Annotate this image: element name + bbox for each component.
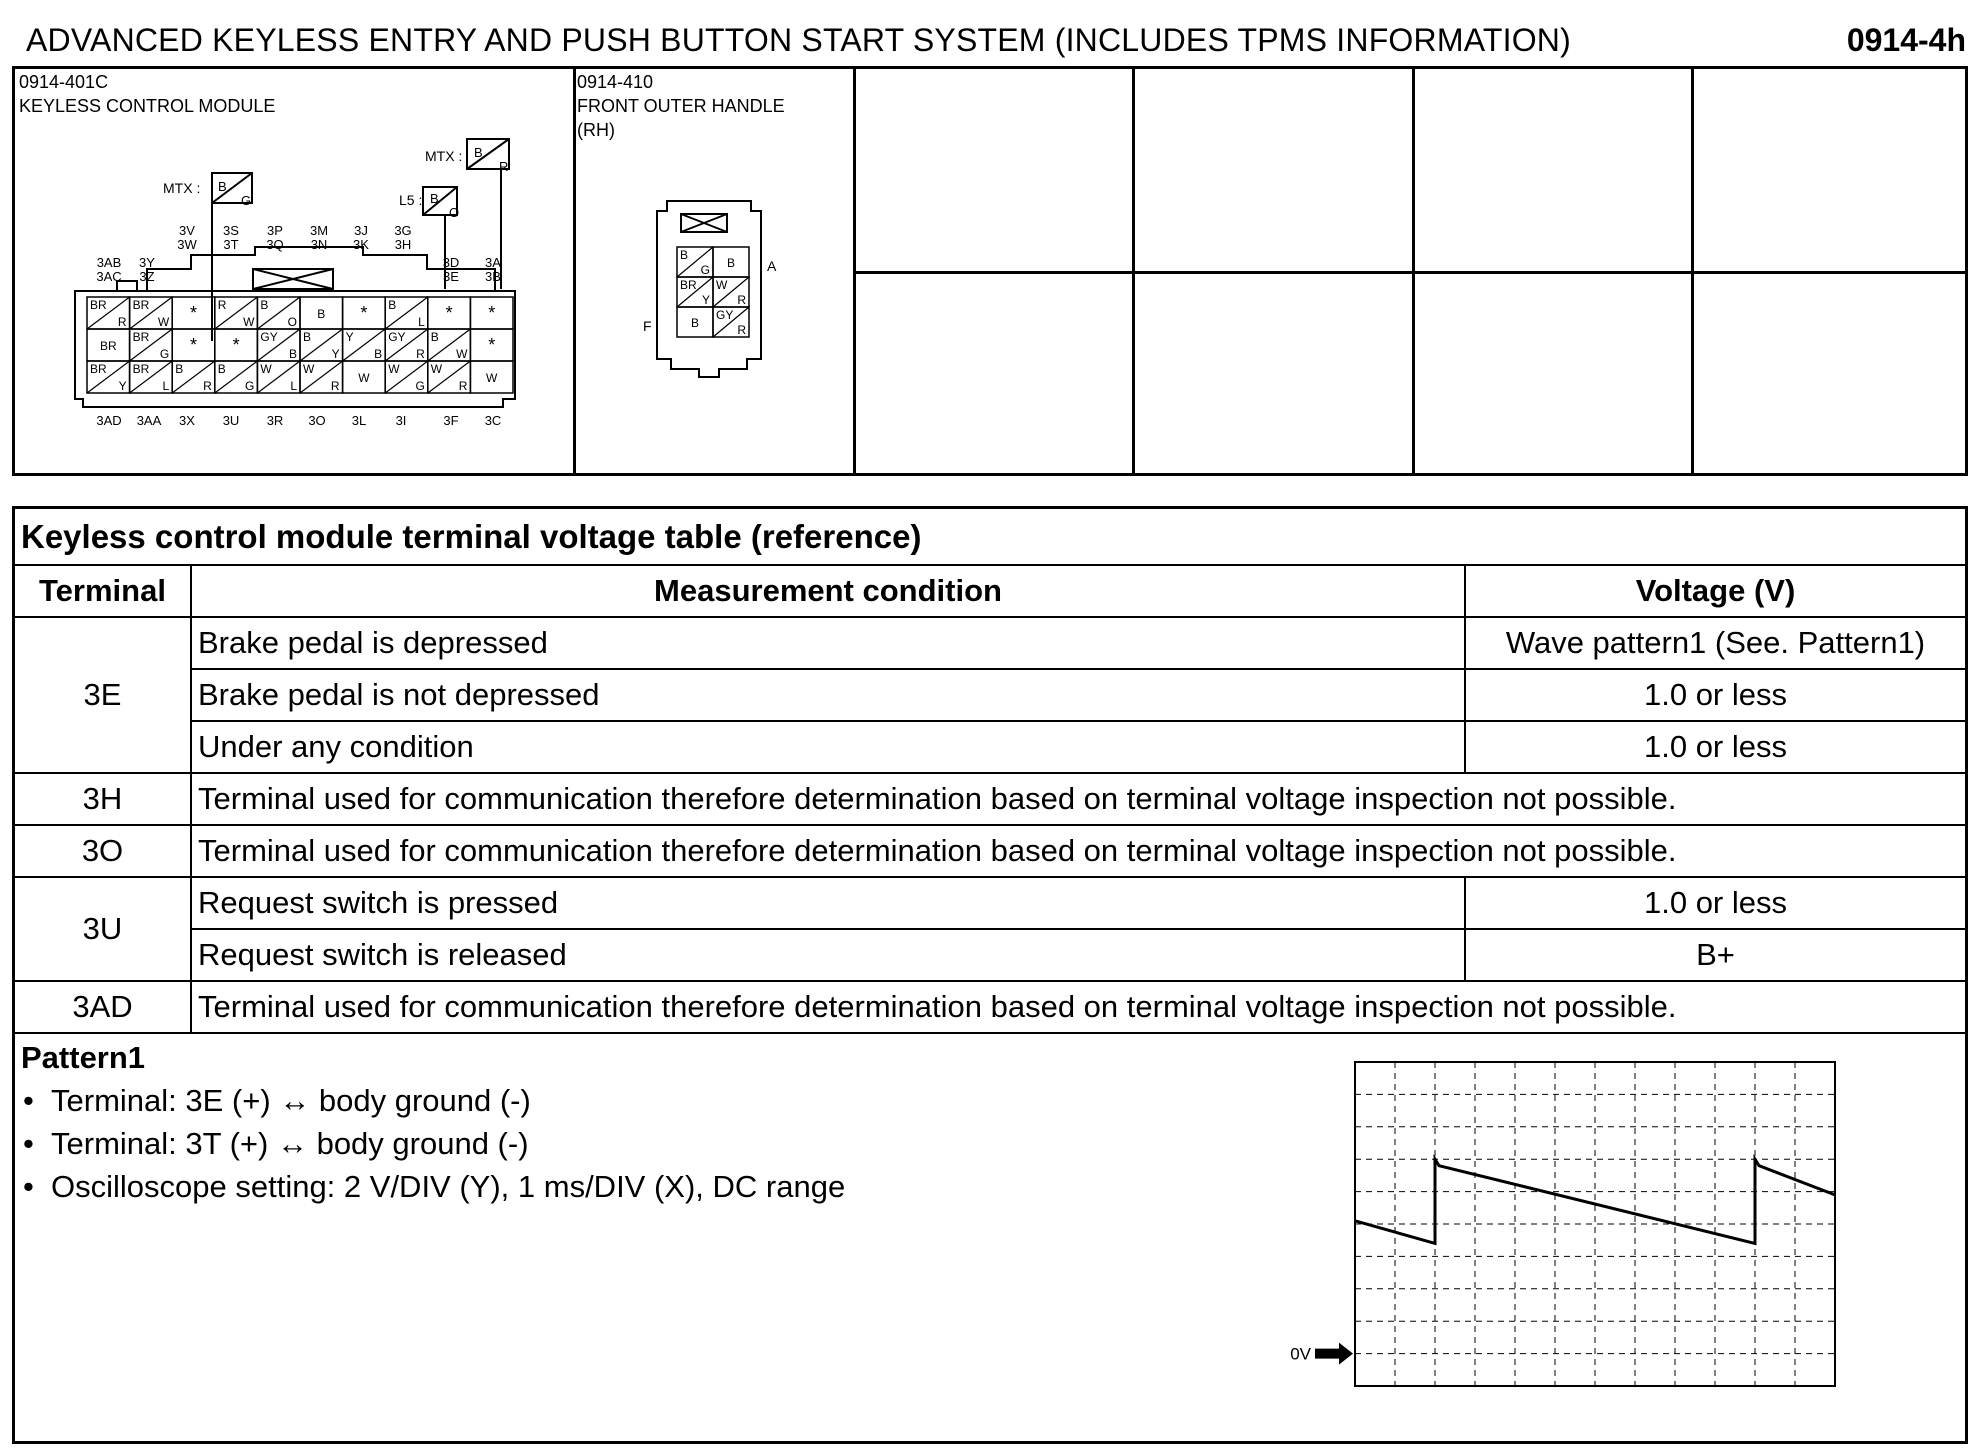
pin-label: 3T xyxy=(223,237,239,252)
cell-text: L xyxy=(162,379,170,393)
terminal-cell: 3AD xyxy=(15,981,191,1033)
front-outer-handle-connector xyxy=(575,69,851,469)
pin-label: 3AA xyxy=(136,413,162,428)
cell-text: Y xyxy=(331,347,340,361)
cell-text: B xyxy=(388,298,397,312)
page-header xyxy=(26,22,1966,62)
cell-text: B xyxy=(726,256,736,270)
pin-label: 3C xyxy=(484,413,502,428)
cell-text: BR xyxy=(132,330,150,344)
terminal-cell: 3U xyxy=(15,877,191,981)
cell-text: GY xyxy=(260,330,278,344)
cell-text: G xyxy=(245,379,255,393)
side-label-f: F xyxy=(643,318,652,334)
cell-text: R xyxy=(416,347,425,361)
connector-2-name: FRONT OUTER HANDLE xyxy=(577,96,785,116)
pin-label: 3V xyxy=(179,223,195,238)
cell-text: R xyxy=(117,315,127,329)
pin-label: 3P xyxy=(267,223,283,238)
cell-text: R xyxy=(330,379,340,393)
table-row xyxy=(15,877,1965,929)
cell-text: B xyxy=(430,330,439,344)
voltage-table-panel xyxy=(12,506,1968,1444)
pin-label: 3Z xyxy=(139,269,155,284)
table-row xyxy=(15,929,1965,981)
condition-cell: Terminal used for communication therefore determination based on terminal voltage inspection not possible. xyxy=(191,825,1965,877)
wire-label: O xyxy=(449,205,460,220)
cell-text: Y xyxy=(118,379,127,393)
cell-text: B xyxy=(680,248,689,262)
pin-label: 3R xyxy=(266,413,284,428)
cell-text: W xyxy=(716,278,728,292)
cell-text: * xyxy=(189,303,198,323)
connector-cell-grid xyxy=(677,247,749,337)
connector-cell-grid xyxy=(87,297,513,393)
pin-label: 3AD xyxy=(96,413,122,428)
condition-cell: Terminal used for communication therefore determination based on terminal voltage inspection not possible. xyxy=(191,981,1965,1033)
connector-1-code: 0914-401C xyxy=(19,72,109,92)
cell-text: W xyxy=(303,362,315,376)
header-voltage: Voltage (V) xyxy=(1465,565,1965,617)
cell-text: GY xyxy=(716,308,734,322)
wire-label: B xyxy=(474,145,483,160)
cell-text: B xyxy=(288,347,297,361)
pin-label: 3E xyxy=(443,269,459,284)
cell-text: R xyxy=(217,298,227,312)
pin-label: 3L xyxy=(351,413,367,428)
wire-label: R xyxy=(499,159,509,174)
cell-text: Y xyxy=(345,330,354,344)
cell-text: W xyxy=(260,362,272,376)
page-code: 0914-4h xyxy=(1846,22,1966,58)
condition-cell: Under any condition xyxy=(191,721,1465,773)
voltage-cell: 1.0 or less xyxy=(1465,669,1965,721)
cell-text: * xyxy=(488,335,496,355)
terminal-cell: 3O xyxy=(15,825,191,877)
cell-text: B xyxy=(374,347,383,361)
pin-label: 3O xyxy=(308,413,326,428)
cell-text: L xyxy=(418,315,425,329)
pin-label: 3N xyxy=(310,237,328,252)
pattern-bullets xyxy=(21,1079,845,1208)
mtx-top-label: MTX : xyxy=(425,148,463,164)
connector-panel xyxy=(12,66,1968,476)
pin-label: 3M xyxy=(309,223,329,238)
zero-arrow-icon xyxy=(1315,1343,1353,1365)
cell-text: W xyxy=(157,315,170,329)
pin-label: 3S xyxy=(223,223,239,238)
pin-label: 3H xyxy=(394,237,412,252)
condition-cell: Request switch is released xyxy=(191,929,1465,981)
pattern-text xyxy=(21,1036,845,1208)
panel-divider xyxy=(853,271,1965,274)
wire-label: B xyxy=(218,179,227,194)
condition-cell: Brake pedal is not depressed xyxy=(191,669,1465,721)
cell-text: BR xyxy=(132,298,150,312)
header-condition: Measurement condition xyxy=(191,565,1465,617)
cell-text: BR xyxy=(90,298,107,312)
connector-1-name: KEYLESS CONTROL MODULE xyxy=(19,96,276,116)
cell-text: BR xyxy=(90,362,107,376)
mtx-left-label: MTX : xyxy=(163,180,201,196)
cell-text: G xyxy=(415,379,425,393)
table-row xyxy=(15,981,1965,1033)
pin-label: 3K xyxy=(353,237,369,252)
table-row xyxy=(15,773,1965,825)
oscilloscope-chart xyxy=(1275,1058,1865,1398)
table-header-row xyxy=(15,565,1965,617)
table-row xyxy=(15,721,1965,773)
cell-text: BR xyxy=(132,362,150,376)
table-row xyxy=(15,617,1965,669)
connector-2-code: 0914-410 xyxy=(577,72,654,92)
pin-label: 3U xyxy=(222,413,240,428)
condition-cell: Request switch is pressed xyxy=(191,877,1465,929)
pin-label: 3A xyxy=(485,255,501,270)
cell-text: GY xyxy=(388,330,406,344)
wire-label: G xyxy=(241,193,252,208)
cell-text: * xyxy=(488,303,496,323)
cell-text: R xyxy=(737,323,746,337)
table-row xyxy=(15,825,1965,877)
cell-text: * xyxy=(360,303,368,323)
cell-text: G xyxy=(700,263,710,277)
cell-text: W xyxy=(456,347,468,361)
keyless-control-module-connector xyxy=(15,69,571,469)
cell-text: W xyxy=(486,371,498,385)
page-title: ADVANCED KEYLESS ENTRY AND PUSH BUTTON START SYSTEM (INCLUDES TPMS INFORMATION) xyxy=(26,22,1571,58)
pin-label: 3Y xyxy=(139,255,155,270)
pin-label: 3Q xyxy=(266,237,284,252)
voltage-table xyxy=(15,509,1965,1034)
connector-2-name-suffix: (RH) xyxy=(577,120,615,140)
cell-text: BR xyxy=(99,339,117,353)
pin-label: 3J xyxy=(354,223,368,238)
pin-label: 3I xyxy=(395,413,407,428)
cell-text: L xyxy=(290,379,297,393)
cell-text: B xyxy=(303,330,312,344)
pattern-bullet: • Terminal: 3E (+) ↔ body ground (-) xyxy=(21,1079,845,1122)
condition-cell: Brake pedal is depressed xyxy=(191,617,1465,669)
cell-text: W xyxy=(430,362,443,376)
cell-text: * xyxy=(445,303,453,323)
header-terminal: Terminal xyxy=(15,565,191,617)
cell-text: W xyxy=(388,362,400,376)
wire-label: B xyxy=(430,191,439,206)
cell-text: B xyxy=(175,362,184,376)
voltage-cell: B+ xyxy=(1465,929,1965,981)
l5-label: L5 : xyxy=(399,192,423,208)
table-caption: Keyless control module terminal voltage table (reference) xyxy=(15,509,1965,565)
cell-text: B xyxy=(690,316,700,330)
pattern-title: Pattern1 xyxy=(21,1040,146,1075)
cell-text: B xyxy=(317,307,326,321)
cell-text: R xyxy=(737,293,746,307)
pin-label: 3AC xyxy=(96,269,122,284)
cell-text: * xyxy=(232,335,240,355)
pattern-bullet: • Oscilloscope setting: 2 V/DIV (Y), 1 ms/DIV (X), DC range xyxy=(21,1165,845,1208)
voltage-cell: 1.0 or less xyxy=(1465,721,1965,773)
zero-label: 0V xyxy=(1290,1344,1311,1364)
cell-text: R xyxy=(203,379,212,393)
condition-cell: Terminal used for communication therefore determination based on terminal voltage inspection not possible. xyxy=(191,773,1965,825)
pin-label: 3B xyxy=(485,269,501,284)
terminal-cell: 3H xyxy=(15,773,191,825)
pin-label: 3W xyxy=(177,237,197,252)
cell-text: R xyxy=(458,379,468,393)
pattern-bullet: • Terminal: 3T (+) ↔ body ground (-) xyxy=(21,1122,845,1165)
cell-text: B xyxy=(260,298,269,312)
cell-text: B xyxy=(217,362,226,376)
cell-text: Y xyxy=(701,293,710,307)
voltage-cell: Wave pattern1 (See. Pattern1) xyxy=(1465,617,1965,669)
pin-label: 3D xyxy=(442,255,460,270)
pin-label: 3G xyxy=(394,223,412,238)
pin-label: 3AB xyxy=(96,255,122,270)
cell-text: W xyxy=(358,371,370,385)
cell-text: G xyxy=(159,347,170,361)
table-row xyxy=(15,669,1965,721)
cell-text: * xyxy=(189,335,198,355)
side-label-a: A xyxy=(767,258,777,274)
cell-text: W xyxy=(243,315,255,329)
voltage-cell: 1.0 or less xyxy=(1465,877,1965,929)
pin-label: 3X xyxy=(179,413,195,428)
cell-text: BR xyxy=(680,278,697,292)
pin-label: 3F xyxy=(443,413,459,428)
cell-text: O xyxy=(287,315,297,329)
terminal-cell: 3E xyxy=(15,617,191,773)
